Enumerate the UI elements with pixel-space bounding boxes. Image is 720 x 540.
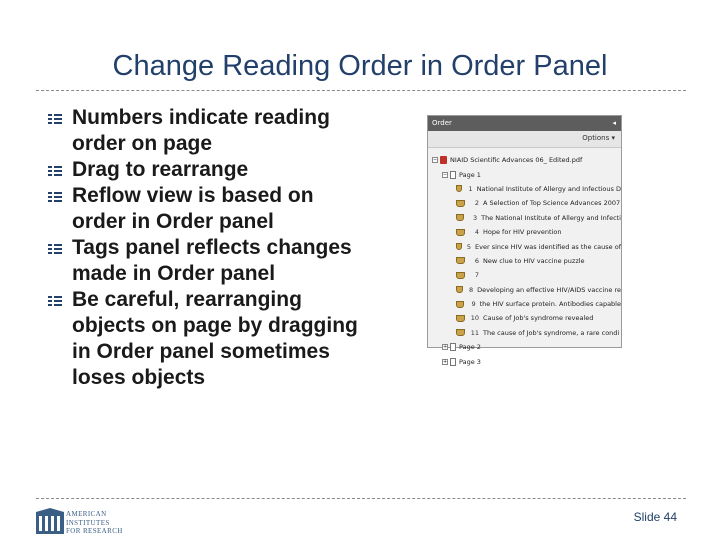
tree-item-row[interactable] [428, 182, 621, 196]
slide-number: Slide 44 [633, 510, 677, 524]
options-label: Options [582, 134, 610, 142]
bullet-item [48, 105, 368, 157]
page-label: Page 3 [459, 357, 481, 366]
tree-item-text: Cause of Job's syndrome revealed [483, 314, 594, 323]
expand-icon[interactable]: + [443, 344, 448, 351]
reading-order-number: 11 [470, 328, 479, 337]
page-icon [450, 343, 456, 351]
options-menu-button[interactable]: Options ▾ [582, 134, 615, 142]
content-tag-icon [456, 329, 465, 336]
panel-collapse-icon[interactable]: ◂ [612, 119, 616, 127]
bullet-marker-icon [48, 295, 62, 307]
bullet-list [48, 105, 368, 391]
tree-item-row[interactable] [428, 211, 621, 225]
tree-item-text: the HIV surface protein. Antibodies capable [479, 300, 621, 309]
bullet-item [48, 287, 368, 391]
tree-item-text: New clue to HIV vaccine puzzle [483, 256, 585, 265]
bullet-item [48, 183, 368, 235]
tree-item-row[interactable] [428, 254, 621, 268]
tree-page-row[interactable] [428, 167, 621, 181]
bullet-text: Numbers indicate reading order on page [72, 106, 330, 155]
bullet-text: Be careful, rearranging objects on page by dragging in Order panel sometimes loses objects [72, 288, 358, 389]
pdf-document-icon [440, 156, 447, 164]
page-label: Page 2 [459, 343, 481, 352]
page-icon [450, 358, 456, 366]
content-tag-icon [456, 200, 465, 207]
tree-page-row[interactable] [428, 354, 621, 368]
bullet-text: Drag to rearrange [72, 158, 249, 181]
logo-line: AMERICAN [66, 510, 107, 518]
document-label: NIAID Scientific Advances 06_ Edited.pdf [450, 156, 583, 165]
reading-order-number: 4 [474, 228, 479, 237]
tree-item-row[interactable] [428, 196, 621, 210]
reading-order-number: 1 [468, 184, 473, 193]
order-panel [427, 115, 622, 366]
air-logo-text [66, 510, 123, 536]
tree-page-row[interactable] [428, 340, 621, 354]
tree-item-row[interactable] [428, 297, 621, 311]
bullet-text: Tags panel reflects changes made in Order panel [72, 236, 352, 285]
bullet-text: Reflow view is based on order in Order panel [72, 184, 314, 233]
reading-order-number: 6 [474, 256, 479, 265]
tree-item-row[interactable] [428, 326, 621, 340]
order-panel-titlebar [428, 116, 621, 131]
tree-item-text: Developing an effective HIV/AIDS vaccine re [477, 285, 621, 294]
bullet-marker-icon [48, 165, 62, 177]
footer-divider [36, 498, 686, 499]
order-panel-toolbar [428, 131, 621, 148]
bullet-marker-icon [48, 243, 62, 255]
title-divider [36, 90, 686, 91]
tree-item-text: The cause of Job's syndrome, a rare condi [483, 328, 620, 337]
bullet-marker-icon [48, 113, 62, 125]
content-tag-icon [456, 257, 465, 264]
reading-order-number: 2 [474, 199, 479, 208]
content-tag-icon [456, 214, 464, 221]
content-tag-icon [456, 272, 465, 279]
slide-title: Change Reading Order in Order Panel [112, 50, 608, 82]
order-panel-title: Order [432, 119, 452, 127]
bullet-item [48, 157, 368, 183]
logo-line: INSTITUTES [66, 518, 110, 527]
content-tag-icon [456, 286, 463, 293]
tree-item-text: Hope for HIV prevention [483, 228, 562, 237]
collapse-icon[interactable]: − [433, 157, 438, 164]
reading-order-number: 7 [474, 271, 479, 280]
collapse-icon[interactable]: − [443, 171, 448, 178]
content-tag-icon [456, 243, 462, 250]
air-logo-icon [36, 508, 66, 536]
order-tree [428, 148, 621, 369]
expand-icon[interactable]: + [443, 358, 448, 365]
tree-document-row[interactable] [428, 153, 621, 167]
tree-item-text: National Institute of Allergy and Infectious D [476, 184, 621, 193]
content-tag-icon [456, 315, 465, 322]
tree-item-row[interactable] [428, 268, 621, 282]
content-tag-icon [456, 185, 462, 192]
reading-order-number: 8 [468, 285, 474, 294]
logo-line: FOR RESEARCH [66, 527, 123, 535]
reading-order-number: 3 [472, 213, 478, 222]
reading-order-number: 9 [471, 300, 476, 309]
content-tag-icon [456, 229, 465, 236]
tree-item-row[interactable] [428, 311, 621, 325]
page-icon [450, 171, 456, 179]
tree-item-row[interactable] [428, 225, 621, 239]
content-tag-icon [456, 301, 464, 308]
tree-item-text: Ever since HIV was identified as the cause of [475, 242, 621, 251]
bullet-item [48, 235, 368, 287]
tree-item-row[interactable] [428, 239, 621, 253]
reading-order-number: 5 [466, 242, 472, 251]
page-label: Page 1 [459, 170, 481, 179]
tree-item-text: The National Institute of Allergy and Infecti [481, 213, 621, 222]
reading-order-number: 10 [470, 314, 479, 323]
bullet-marker-icon [48, 191, 62, 203]
tree-item-row[interactable] [428, 283, 621, 297]
tree-item-text: A Selection of Top Science Advances 2007 [483, 199, 621, 208]
